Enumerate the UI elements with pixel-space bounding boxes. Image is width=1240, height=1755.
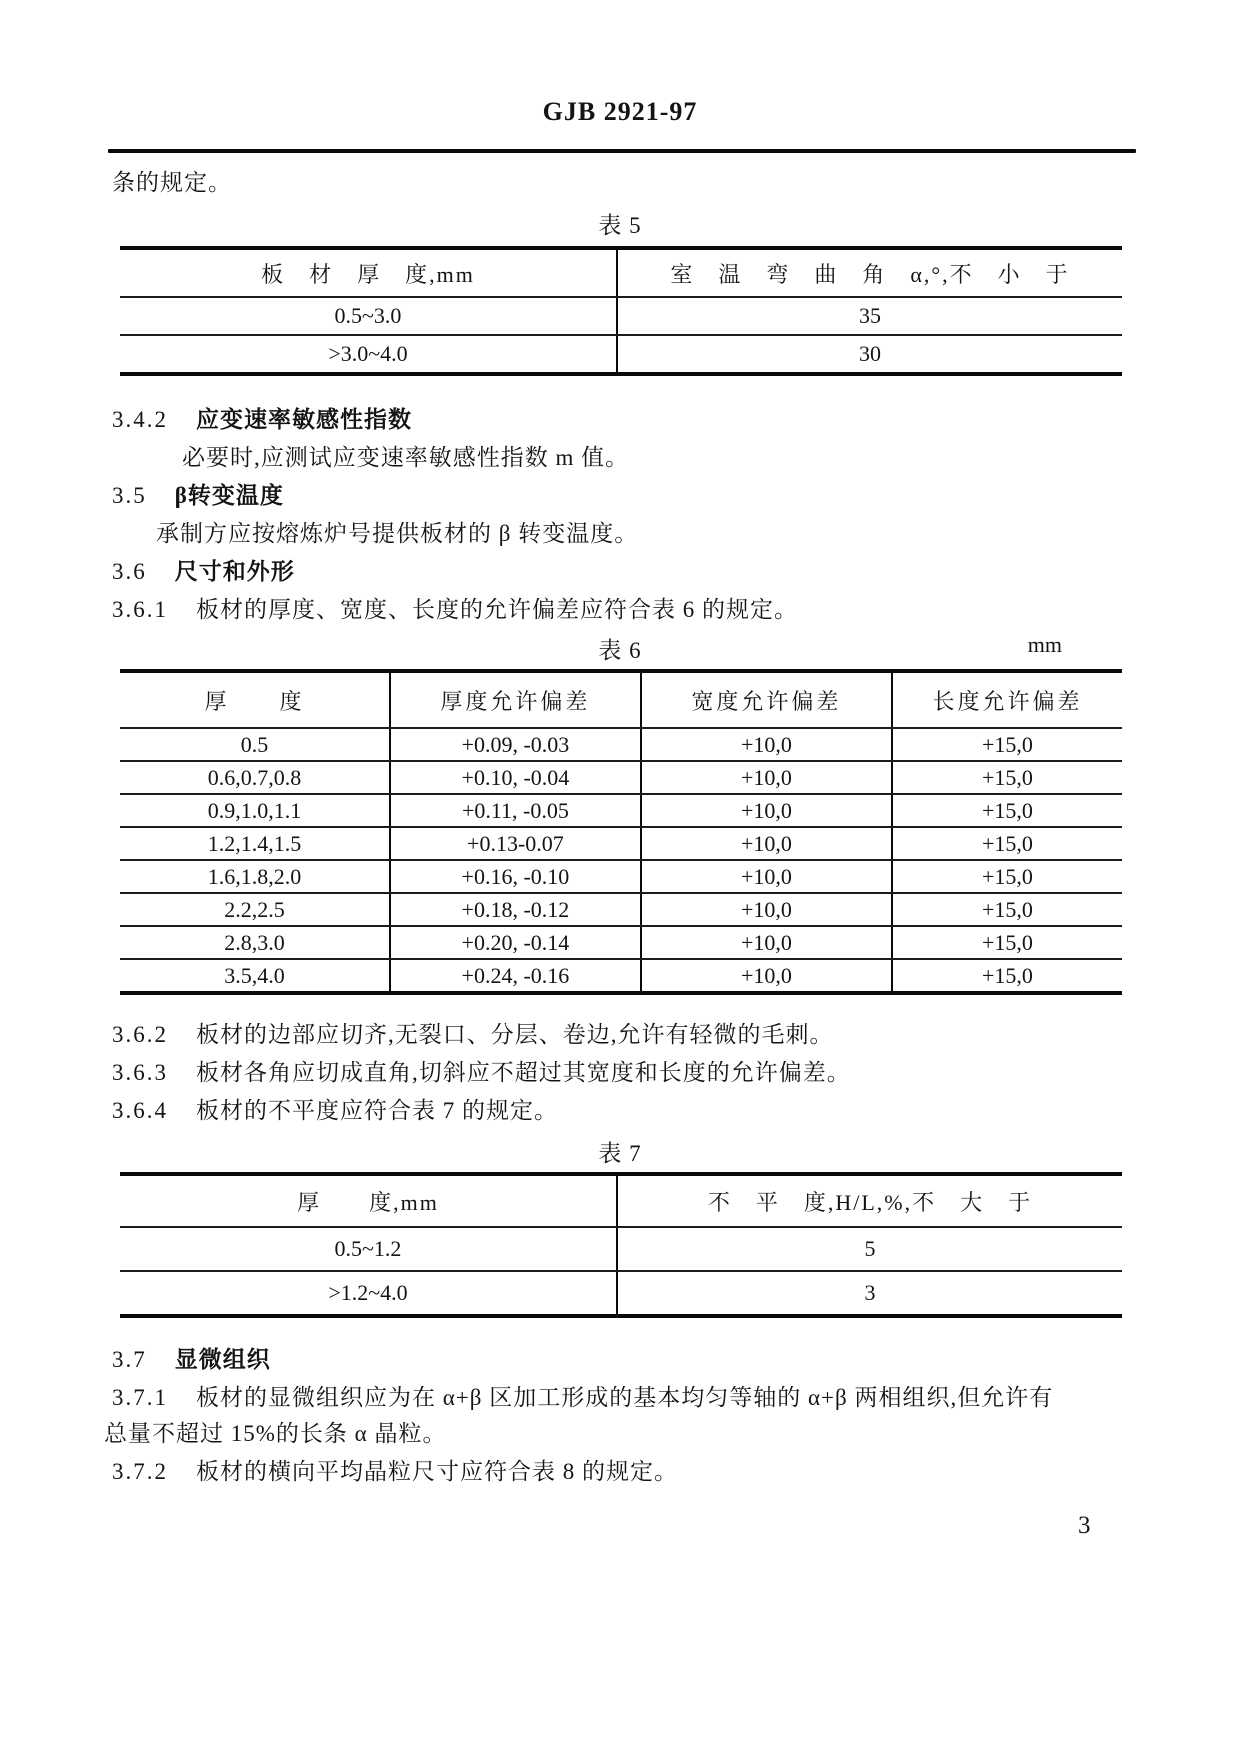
table-row xyxy=(120,827,1122,860)
section-text: 板材各角应切成直角,切斜应不超过其宽度和长度的允许偏差。 xyxy=(196,1060,851,1085)
column-header: 长度允许偏差 xyxy=(892,671,1122,728)
section-number: 3.6.1 xyxy=(112,597,168,622)
table-cell: 0.9,1.0,1.1 xyxy=(120,794,390,827)
section-number: 3.6.2 xyxy=(112,1022,168,1047)
section-3-4-2 xyxy=(112,406,1128,434)
table5-caption: 表 5 xyxy=(598,213,642,238)
table-cell: +0.18, -0.12 xyxy=(390,893,641,926)
table6-unit: mm xyxy=(1027,632,1062,657)
table-row xyxy=(120,1271,1122,1316)
table-cell: >1.2~4.0 xyxy=(328,1280,408,1305)
table7-caption: 表 7 xyxy=(598,1141,642,1166)
table-7 xyxy=(120,1172,1122,1318)
table-cell: +10,0 xyxy=(641,827,892,860)
table-cell: +15,0 xyxy=(892,728,1122,761)
section-3-6-3 xyxy=(112,1059,1128,1087)
table-row xyxy=(120,860,1122,893)
table-row xyxy=(120,761,1122,794)
section-3-6-2 xyxy=(112,1021,1128,1049)
table-row xyxy=(120,959,1122,993)
section-3-4-2-body: 必要时,应测试应变速率敏感性指数 m 值。 xyxy=(182,445,630,470)
section-text: 板材的边部应切齐,无裂口、分层、卷边,允许有轻微的毛刺。 xyxy=(196,1022,834,1047)
section-number: 3.7.1 xyxy=(112,1385,168,1410)
column-header: 厚 度 xyxy=(120,671,390,728)
section-3-6 xyxy=(112,558,1128,586)
table-cell: +0.24, -0.16 xyxy=(390,959,641,993)
section-title: 显微组织 xyxy=(174,1347,271,1372)
table-row xyxy=(120,926,1122,959)
table-header-row xyxy=(120,1174,1122,1227)
table-cell: 0.5~3.0 xyxy=(120,297,617,335)
page-content xyxy=(104,0,1128,1486)
section-number: 3.6.3 xyxy=(112,1060,168,1085)
section-3-5 xyxy=(112,482,1128,510)
table-6 xyxy=(120,669,1122,995)
section-3-6-1 xyxy=(112,596,1128,624)
table-cell: >3.0~4.0 xyxy=(328,341,408,366)
table-cell: 30 xyxy=(617,335,1122,374)
table-row xyxy=(120,335,1122,374)
table-cell: 35 xyxy=(617,297,1122,335)
table-cell: 0.5 xyxy=(120,728,390,761)
section-3-7-1 xyxy=(112,1384,1128,1412)
table-cell: +15,0 xyxy=(892,860,1122,893)
table-cell: 2.8,3.0 xyxy=(120,926,390,959)
section-3-7-2 xyxy=(112,1458,1128,1486)
table-cell: +0.20, -0.14 xyxy=(390,926,641,959)
table6-caption: 表 6 xyxy=(598,638,642,663)
table-cell: 3.5,4.0 xyxy=(224,962,285,988)
section-number: 3.5 xyxy=(112,483,147,508)
table-cell: +0.10, -0.04 xyxy=(390,761,641,794)
table-cell: +15,0 xyxy=(892,827,1122,860)
table-cell: +10,0 xyxy=(641,893,892,926)
column-header: 厚度允许偏差 xyxy=(390,671,641,728)
table-cell: 0.5~1.2 xyxy=(120,1227,617,1271)
section-text: 板材的显微组织应为在 α+β 区加工形成的基本均匀等轴的 α+β 两相组织,但允许有 xyxy=(196,1385,1054,1410)
table-cell: +0.09, -0.03 xyxy=(390,728,641,761)
section-title: 尺寸和外形 xyxy=(174,559,295,584)
section-number: 3.6.4 xyxy=(112,1098,168,1123)
table-row xyxy=(120,297,1122,335)
intro-paragraph: 条的规定。 xyxy=(112,170,232,195)
section-number: 3.7.2 xyxy=(112,1459,168,1484)
table-cell: +10,0 xyxy=(641,794,892,827)
section-number: 3.4.2 xyxy=(112,407,168,432)
table-cell: +0.11, -0.05 xyxy=(390,794,641,827)
column-header: 室 温 弯 曲 角 α,°,不 小 于 xyxy=(617,248,1122,297)
header-rule xyxy=(108,149,1136,153)
table-cell: +0.13-0.07 xyxy=(390,827,641,860)
column-header: 不 平 度,H/L,%,不 大 于 xyxy=(617,1174,1122,1227)
table-row xyxy=(120,893,1122,926)
table-cell: +10,0 xyxy=(641,728,892,761)
table-header-row xyxy=(120,671,1122,728)
column-header: 宽度允许偏差 xyxy=(641,671,892,728)
section-3-7 xyxy=(112,1346,1128,1374)
table-cell: 3 xyxy=(617,1271,1122,1316)
table-cell: +10,0 xyxy=(641,926,892,959)
table-cell: 5 xyxy=(617,1227,1122,1271)
table-cell: +15,0 xyxy=(892,794,1122,827)
table-row xyxy=(120,794,1122,827)
table-cell: 1.6,1.8,2.0 xyxy=(120,860,390,893)
table-cell: +15,0 xyxy=(892,761,1122,794)
section-number: 3.7 xyxy=(112,1347,147,1372)
table-row xyxy=(120,728,1122,761)
column-header: 厚 度,mm xyxy=(120,1174,617,1227)
table-5 xyxy=(120,246,1122,376)
table-cell: +10,0 xyxy=(641,761,892,794)
table-cell: 2.2,2.5 xyxy=(120,893,390,926)
table-cell: +15,0 xyxy=(892,926,1122,959)
section-3-6-4 xyxy=(112,1097,1128,1125)
table-row xyxy=(120,1227,1122,1271)
table-cell: +15,0 xyxy=(892,959,1122,993)
table-cell: 0.6,0.7,0.8 xyxy=(120,761,390,794)
table-cell: +15,0 xyxy=(892,893,1122,926)
section-title: 应变速率敏感性指数 xyxy=(196,407,412,432)
table-cell: +10,0 xyxy=(641,959,892,993)
section-3-7-1-continued: 总量不超过 15%的长条 α 晶粒。 xyxy=(104,1421,447,1446)
standard-number-header: GJB 2921-97 xyxy=(542,97,698,126)
page-number: 3 xyxy=(1078,1512,1091,1539)
table-cell: 1.2,1.4,1.5 xyxy=(120,827,390,860)
table6-caption-line xyxy=(112,632,1128,665)
section-text: 板材的厚度、宽度、长度的允许偏差应符合表 6 的规定。 xyxy=(196,597,798,622)
section-text: 板材的横向平均晶粒尺寸应符合表 8 的规定。 xyxy=(196,1459,678,1484)
section-3-5-body: 承制方应按熔炼炉号提供板材的 β 转变温度。 xyxy=(156,521,639,546)
section-number: 3.6 xyxy=(112,559,147,584)
table-header-row xyxy=(120,248,1122,297)
section-text: 板材的不平度应符合表 7 的规定。 xyxy=(196,1098,558,1123)
section-title: β转变温度 xyxy=(174,483,284,508)
table-cell: +0.16, -0.10 xyxy=(390,860,641,893)
column-header: 板 材 厚 度,mm xyxy=(120,248,617,297)
table-cell: +10,0 xyxy=(641,860,892,893)
